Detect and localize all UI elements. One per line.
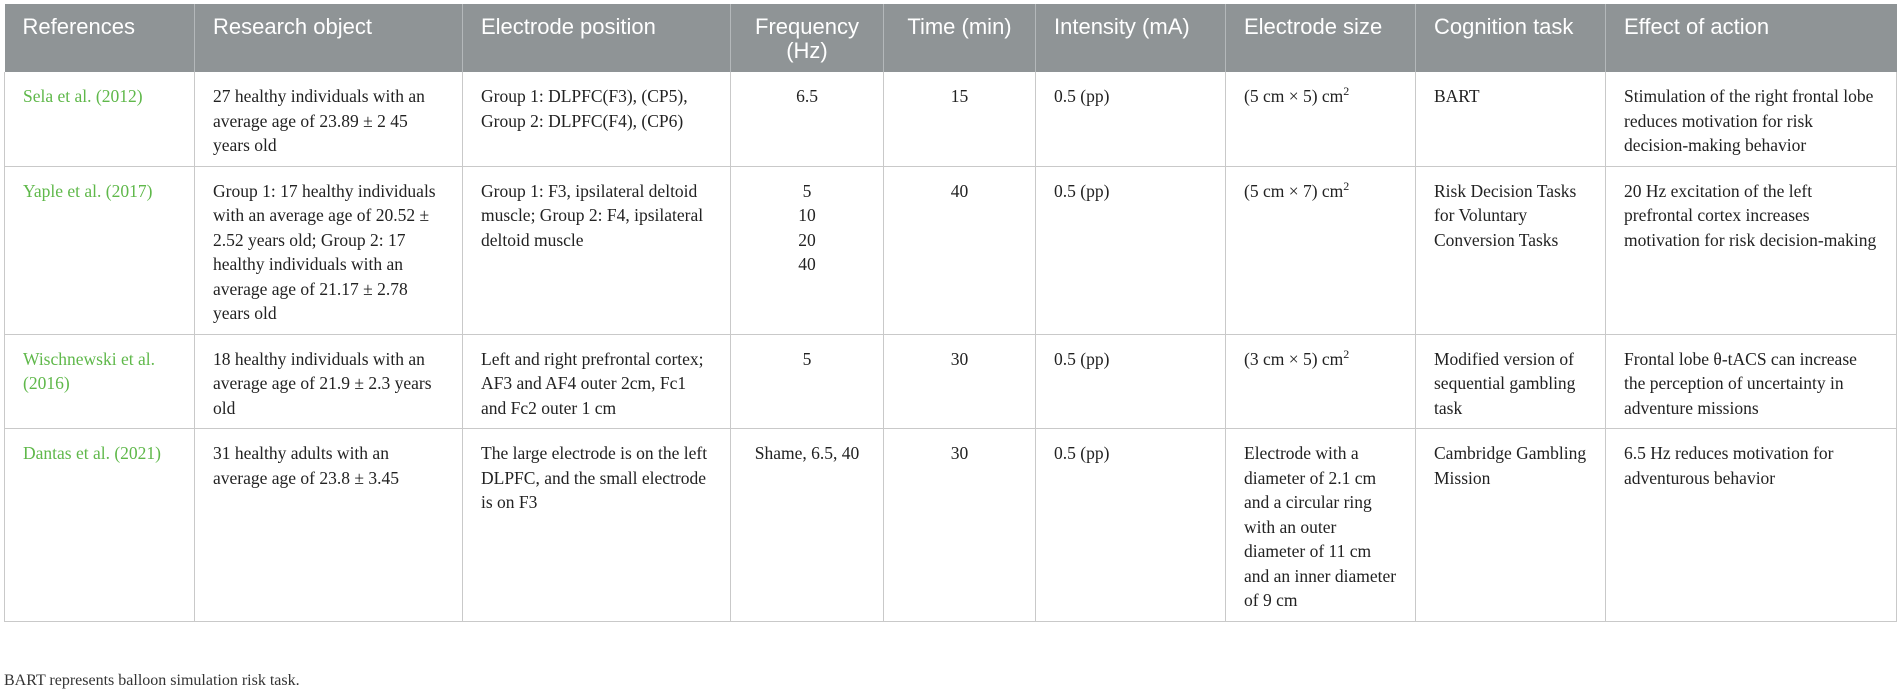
electrode-size-cell: [1226, 166, 1416, 334]
table-row: [5, 429, 1897, 622]
time-cell: 15: [884, 72, 1036, 166]
effect-cell: 6.5 Hz reduces motivation for adventurous behavior: [1606, 429, 1897, 622]
effect-cell: 20 Hz excitation of the left prefrontal cortex increases motivation for risk decision-making: [1606, 166, 1897, 334]
header-frequency: Frequency (Hz): [731, 4, 884, 72]
cognition-task-cell: Cambridge Gambling Mission: [1416, 429, 1606, 622]
reference-link[interactable]: Dantas et al. (2021): [5, 429, 195, 622]
frequency-value: 5: [802, 348, 812, 369]
cognition-task-cell: BART: [1416, 72, 1606, 166]
time-cell: 30: [884, 429, 1036, 622]
header-intensity: Intensity (mA): [1036, 4, 1226, 72]
header-references: References: [5, 4, 195, 72]
table-footnote: BART represents balloon simulation risk task.: [4, 672, 300, 689]
electrode-size-text: (3 cm × 5) cm: [1244, 348, 1344, 369]
reference-link[interactable]: Yaple et al. (2017): [5, 166, 195, 334]
frequency-value: 10: [798, 205, 816, 225]
intensity-cell: 0.5 (pp): [1036, 72, 1226, 166]
electrode-position-cell: Group 1: F3, ipsilateral deltoid muscle; Group 2: F4, ipsilateral deltoid muscle: [463, 166, 731, 334]
electrode-size-cell: [1226, 429, 1416, 622]
electrode-position-cell: Left and right prefrontal cortex; AF3 and AF4 outer 2cm, Fc1 and Fc2 outer 1 cm: [463, 334, 731, 429]
research-object-cell: Group 1: 17 healthy individuals with an average age of 20.52 ± 2.52 years old; Group 2: 17 healthy individuals with an average age of 21.17 ± 2.78 years old: [195, 166, 463, 334]
intensity-cell: 0.5 (pp): [1036, 334, 1226, 429]
electrode-size-text: (5 cm × 5) cm: [1244, 86, 1344, 106]
frequency-value: Shame, 6.5, 40: [754, 443, 860, 463]
frequency-value: 5: [802, 180, 812, 201]
research-object-cell: 27 healthy individuals with an average age of 23.89 ± 2 45 years old: [195, 72, 463, 166]
reference-link[interactable]: Sela et al. (2012): [5, 72, 195, 166]
electrode-size-cell: [1226, 334, 1416, 429]
time-cell: 40: [884, 166, 1036, 334]
research-object-cell: 31 healthy adults with an average age of 23.8 ± 3.45: [195, 429, 463, 622]
electrode-position-cell: The large electrode is on the left DLPFC, and the small electrode is on F3: [463, 429, 731, 622]
table-row: [5, 334, 1897, 429]
effect-cell: Frontal lobe θ-tACS can increase the perception of uncertainty in adventure missions: [1606, 334, 1897, 429]
electrode-size-exponent: 2: [1343, 84, 1350, 99]
cognition-task-cell: Modified version of sequential gambling task: [1416, 334, 1606, 429]
frequency-value: 6.5: [796, 86, 818, 106]
header-electrode-position: Electrode position: [463, 4, 731, 72]
cognition-task-cell: Risk Decision Tasks for Voluntary Conversion Tasks: [1416, 166, 1606, 334]
frequency-cell: [731, 334, 884, 429]
electrode-size-text: Electrode with a diameter of 2.1 cm and a circular ring with an outer diameter of 11 cm and an inner diameter of 9 cm: [1244, 443, 1397, 610]
electrode-position-cell: Group 1: DLPFC(F3), (CP5), Group 2: DLPFC(F4), (CP6): [463, 72, 731, 166]
table-header-row: [5, 4, 1897, 72]
header-electrode-size: Electrode size: [1226, 4, 1416, 72]
frequency-cell: [731, 166, 884, 334]
header-effect-of-action: Effect of action: [1606, 4, 1897, 72]
frequency-value: 20: [798, 229, 816, 250]
header-time: Time (min): [884, 4, 1036, 72]
effect-cell: Stimulation of the right frontal lobe reduces motivation for risk decision-making behavior: [1606, 72, 1897, 166]
intensity-cell: 0.5 (pp): [1036, 429, 1226, 622]
intensity-cell: 0.5 (pp): [1036, 166, 1226, 334]
reference-link[interactable]: Wischnewski et al. (2016): [5, 334, 195, 429]
table-row: [5, 166, 1897, 334]
electrode-size-cell: [1226, 72, 1416, 166]
table-row: [5, 72, 1897, 166]
frequency-cell: [731, 72, 884, 166]
research-object-cell: 18 healthy individuals with an average age of 21.9 ± 2.3 years old: [195, 334, 463, 429]
electrode-size-exponent: 2: [1343, 346, 1350, 361]
frequency-cell: [731, 429, 884, 622]
header-cognition-task: Cognition task: [1416, 4, 1606, 72]
frequency-value: 40: [798, 254, 816, 274]
electrode-size-text: (5 cm × 7) cm: [1244, 180, 1344, 201]
header-research-object: Research object: [195, 4, 463, 72]
time-cell: 30: [884, 334, 1036, 429]
comparison-table: [4, 4, 1897, 622]
electrode-size-exponent: 2: [1343, 178, 1350, 193]
